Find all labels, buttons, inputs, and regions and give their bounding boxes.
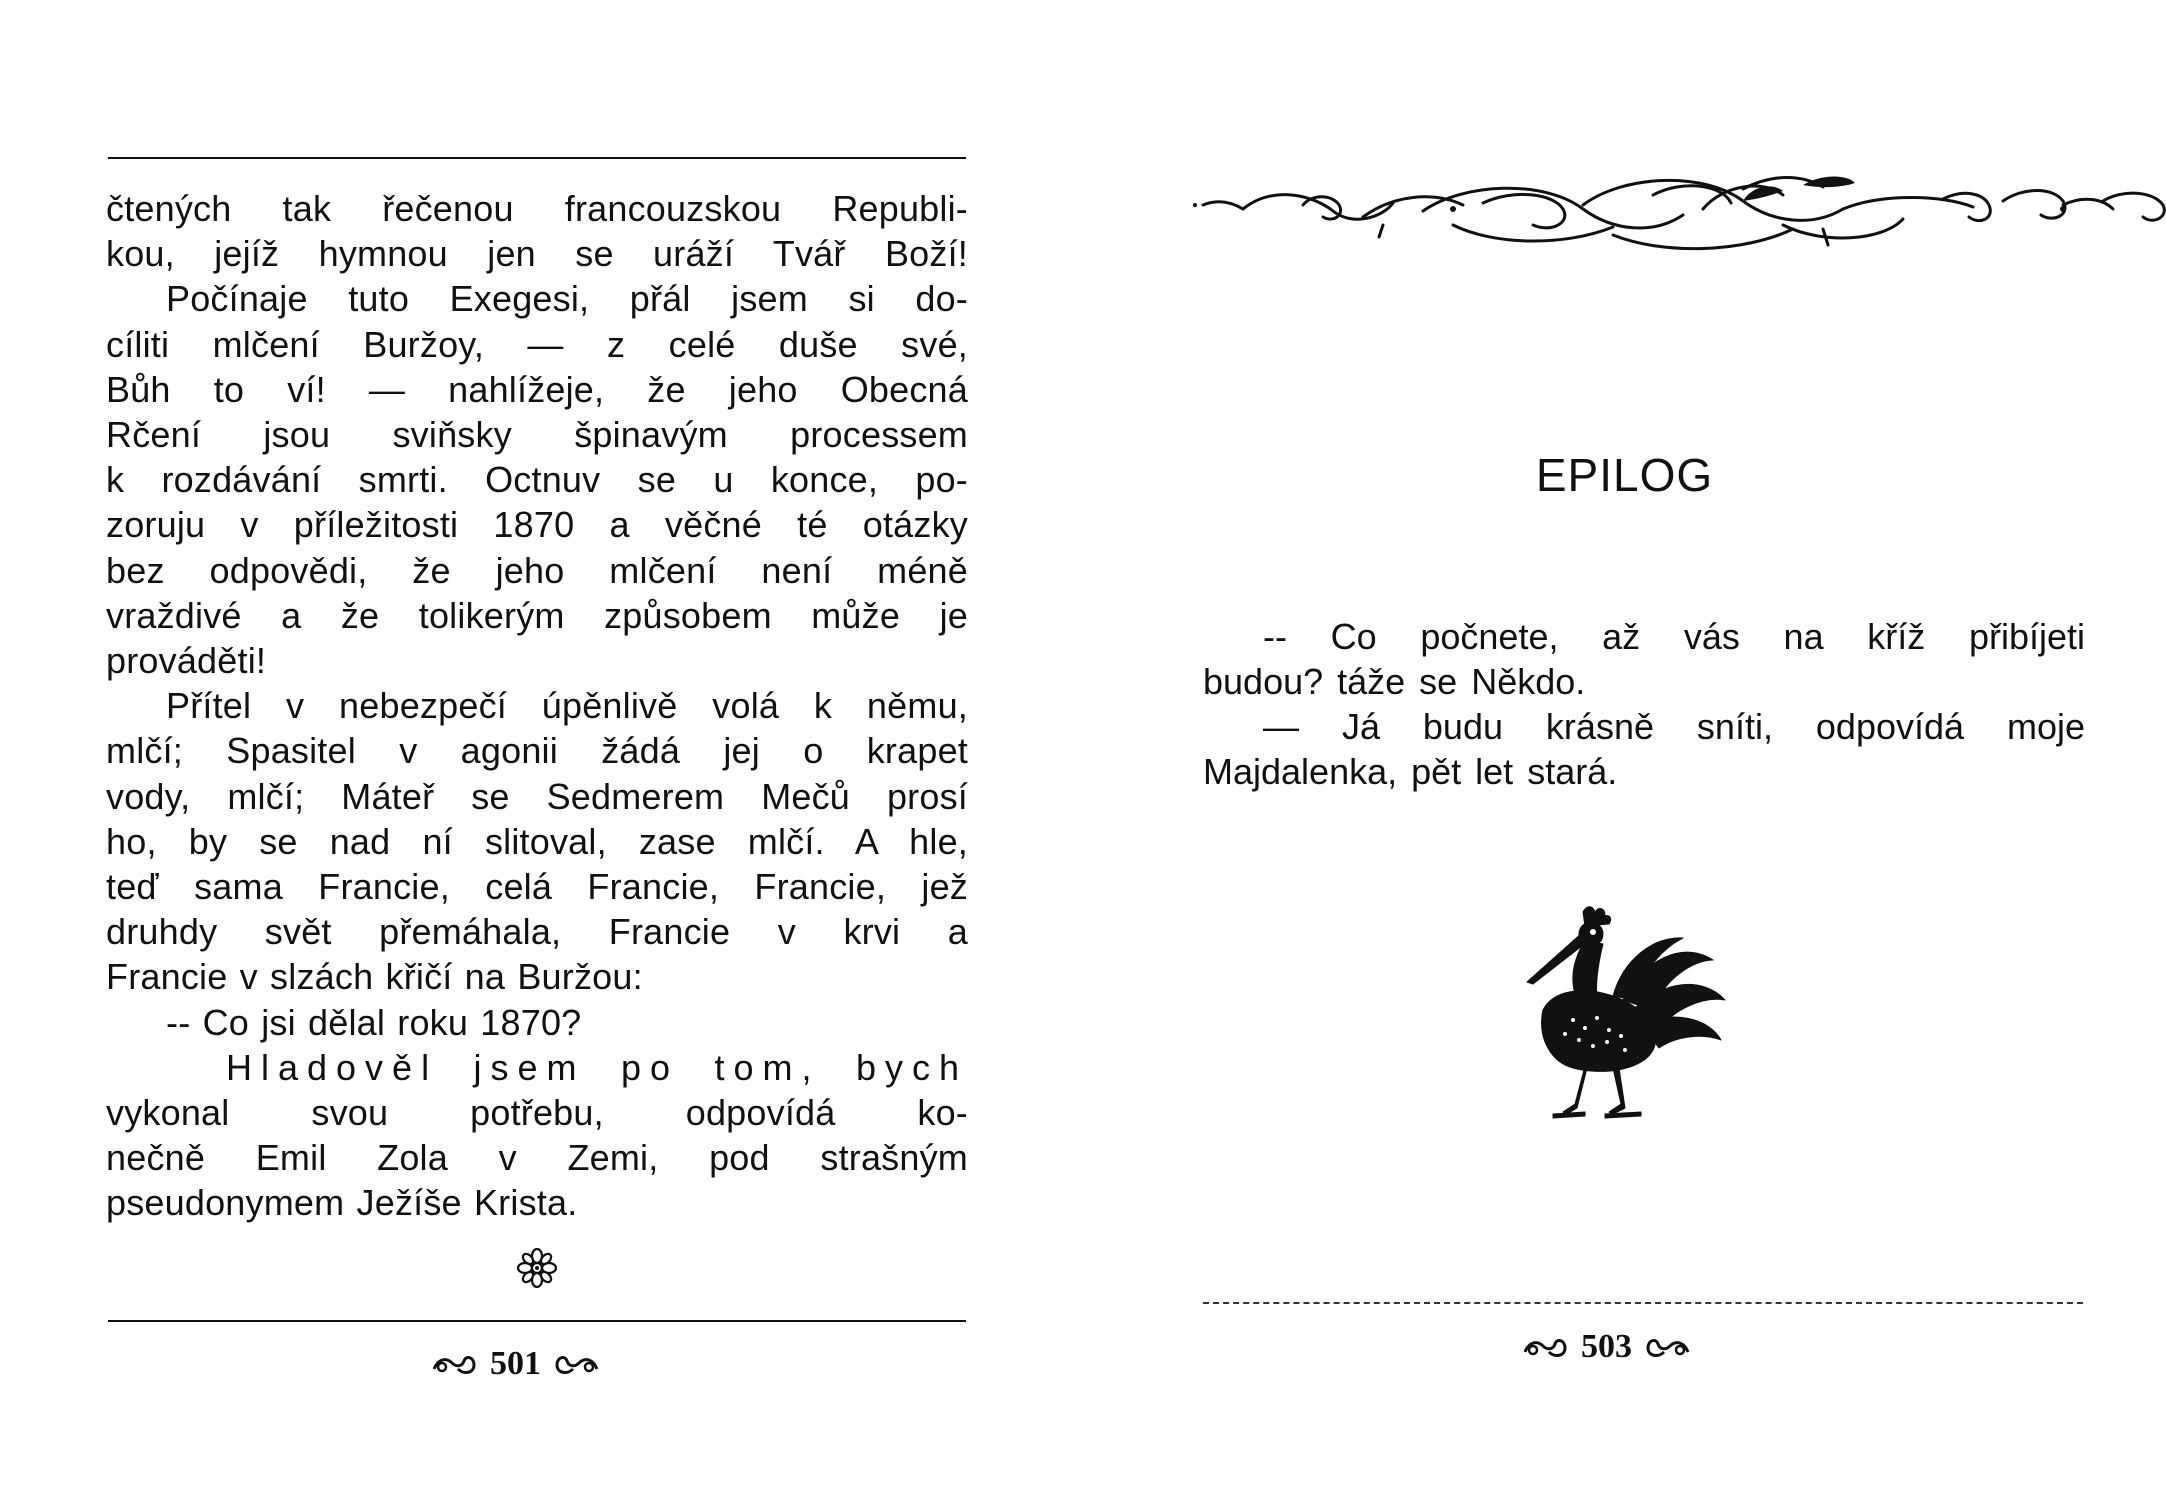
text-line: — Já budu krásně sníti, odpovídá moje [1263, 706, 2085, 747]
text-line: vody, mlčí; Máteř se Sedmerem Mečů prosí [106, 775, 968, 817]
top-rule [108, 157, 966, 159]
text-line: bez odpovědi, že jeho mlčení není méně [106, 549, 968, 591]
bottom-rule [108, 1320, 966, 1322]
text-line: Rčení jsou sviňsky špinavým processem [106, 414, 968, 456]
chapter-title: EPILOG [1535, 449, 1714, 501]
rooster-emblem-icon [1513, 900, 1733, 1130]
text-line: pseudonymem Ježíše Krista. [106, 1182, 578, 1224]
right-page [1083, 0, 2166, 1500]
text-line: Majdalenka, pět let stará. [1203, 751, 1618, 792]
text-line: druhdy svět přemáhala, Francie v krvi a [106, 911, 968, 953]
text-line: budou? táže se Někdo. [1203, 661, 1586, 702]
text-line: Počínaje tuto Exegesi, přál jsem si do- [166, 278, 968, 320]
page-number-folio [1523, 1328, 1690, 1366]
text-line: -- Co počnete, až vás na kříž přibíjeti [1263, 616, 2085, 657]
scroll-ornament-left-icon [432, 1351, 476, 1377]
right-body-text [1203, 614, 2085, 794]
text-line: mlčí; Spasitel v agonii žádá jej o krapet [106, 730, 968, 772]
text-line: Francie v slzách křičí na Buržou: [106, 956, 643, 998]
text-line: ho, by se nad ní slitoval, zase mlčí. A hle, [106, 820, 968, 862]
text-line: k rozdávání smrti. Octnuv se u konce, po- [106, 459, 968, 501]
page-number: 501 [490, 1345, 541, 1382]
scroll-ornament-right-icon [555, 1351, 599, 1377]
left-body-text [106, 186, 968, 1226]
text-line: cíliti mlčení Buržoy, — z celé duše své, [106, 323, 968, 365]
text-line: nečně Emil Zola v Zemi, pod strašným [106, 1137, 968, 1179]
text-line: prováděti! [106, 640, 267, 682]
text-line: kou, jejíž hymnou jen se uráží Tvář Boží! [106, 233, 968, 275]
page-number: 503 [1581, 1328, 1632, 1365]
flower-ornament-icon [517, 1248, 557, 1288]
text-line: teď sama Francie, celá Francie, Francie, jež [106, 866, 968, 908]
text-line: -- Co jsi dělal roku 1870? [166, 1001, 582, 1043]
bottom-rule [1203, 1302, 2083, 1304]
text-line: zoruju v příležitosti 1870 a věčné té otázky [106, 504, 968, 546]
text-line: vykonal svou potřebu, odpovídá ko- [106, 1092, 968, 1134]
headpiece-ornament-icon [1183, 165, 2166, 260]
text-line: vraždivé a že tolikerým způsobem může je [106, 594, 968, 636]
scroll-ornament-right-icon [1646, 1334, 1690, 1360]
text-line: Bůh to ví! — nahlížeje, že jeho Obecná [106, 368, 968, 410]
text-line: čtených tak řečenou francouzskou Republi- [106, 188, 968, 229]
page-number-folio [432, 1345, 599, 1383]
text-line: Hladověl jsem po tom, bych [226, 1046, 968, 1088]
text-line: Přítel v nebezpečí úpěnlivě volá k němu, [166, 685, 968, 727]
scroll-ornament-left-icon [1523, 1334, 1567, 1360]
